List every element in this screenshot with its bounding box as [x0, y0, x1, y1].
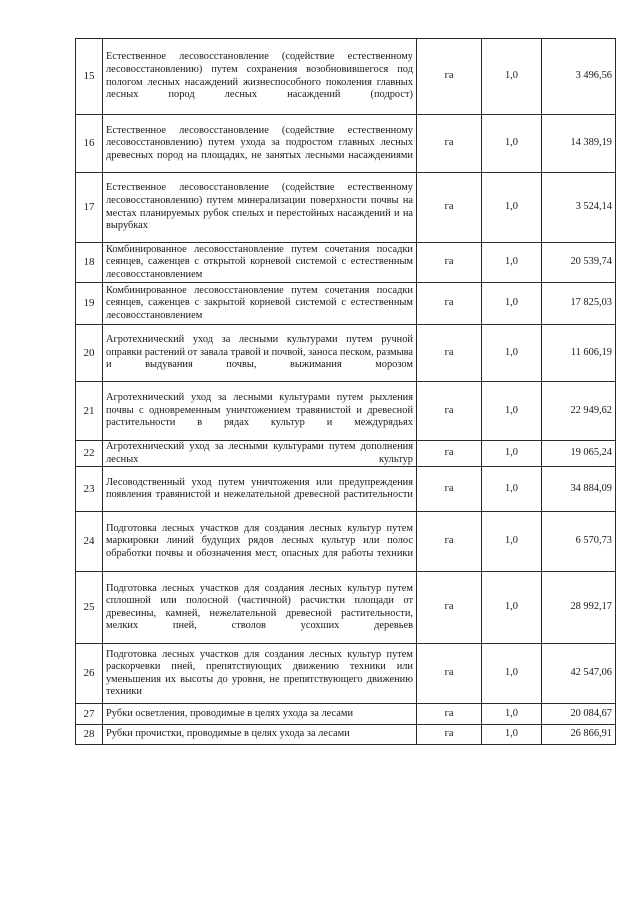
work-description: Подготовка лесных участков для создания лесных культур путем сплошной или полосной (частичной) расчистки площади от древесины, камней, нежелательной древесной растительности, мелких пней, стволов усохших деревьев	[103, 572, 417, 644]
quantity-cell: 1,0	[482, 115, 542, 173]
work-description: Комбинированное лесовосстановление путем сочетания посадки сеянцев, саженцев с открытой корневой системой с естественным лесовосстановлением	[103, 243, 417, 283]
row-number: 22	[76, 441, 103, 467]
quantity-cell: 1,0	[482, 325, 542, 382]
quantity-cell: 1,0	[482, 512, 542, 572]
unit-cell: га	[417, 441, 482, 467]
quantity-cell: 1,0	[482, 243, 542, 283]
row-number: 19	[76, 283, 103, 325]
unit-cell: га	[417, 644, 482, 704]
row-number: 23	[76, 467, 103, 512]
table-row	[76, 572, 616, 644]
quantity-cell: 1,0	[482, 441, 542, 467]
work-description: Агротехнический уход за лесными культурами путем дополнения лесных культур	[103, 441, 417, 467]
work-description: Рубки осветления, проводимые в целях ухода за лесами	[103, 704, 417, 725]
price-cell: 20 539,74	[542, 243, 616, 283]
table-row	[76, 39, 616, 115]
row-number: 21	[76, 382, 103, 441]
price-cell: 11 606,19	[542, 325, 616, 382]
table-row	[76, 382, 616, 441]
unit-cell: га	[417, 704, 482, 725]
price-cell: 3 496,56	[542, 39, 616, 115]
price-cell: 28 992,17	[542, 572, 616, 644]
unit-cell: га	[417, 512, 482, 572]
table-row	[76, 243, 616, 283]
unit-cell: га	[417, 115, 482, 173]
table-row	[76, 512, 616, 572]
work-description: Естественное лесовосстановление (содействие естественному лесовосстановлению) путем ухода за подростом главных лесных древесных пород на площадях, не занятых лесными насаждениями	[103, 115, 417, 173]
table-row	[76, 704, 616, 725]
quantity-cell: 1,0	[482, 725, 542, 745]
unit-cell: га	[417, 243, 482, 283]
price-cell: 3 524,14	[542, 173, 616, 243]
price-cell: 22 949,62	[542, 382, 616, 441]
table-row	[76, 173, 616, 243]
price-cell: 14 389,19	[542, 115, 616, 173]
unit-cell: га	[417, 467, 482, 512]
rates-table	[75, 38, 616, 745]
unit-cell: га	[417, 39, 482, 115]
row-number: 17	[76, 173, 103, 243]
price-cell: 42 547,06	[542, 644, 616, 704]
table-row	[76, 644, 616, 704]
row-number: 15	[76, 39, 103, 115]
row-number: 27	[76, 704, 103, 725]
unit-cell: га	[417, 325, 482, 382]
price-cell: 6 570,73	[542, 512, 616, 572]
price-cell: 20 084,67	[542, 704, 616, 725]
work-description: Естественное лесовосстановление (содействие естественному лесовосстановлению) путем сохранения возобновившегося под пологом лесных насаждений жизнеспособного поколения главных лесных пород лесных насаждений (подрост)	[103, 39, 417, 115]
unit-cell: га	[417, 725, 482, 745]
table-row	[76, 283, 616, 325]
quantity-cell: 1,0	[482, 173, 542, 243]
price-cell: 19 065,24	[542, 441, 616, 467]
row-number: 18	[76, 243, 103, 283]
quantity-cell: 1,0	[482, 704, 542, 725]
row-number: 25	[76, 572, 103, 644]
unit-cell: га	[417, 572, 482, 644]
work-description: Рубки прочистки, проводимые в целях ухода за лесами	[103, 725, 417, 745]
price-cell: 26 866,91	[542, 725, 616, 745]
price-cell: 34 884,09	[542, 467, 616, 512]
row-number: 24	[76, 512, 103, 572]
table-row	[76, 725, 616, 745]
quantity-cell: 1,0	[482, 644, 542, 704]
unit-cell: га	[417, 173, 482, 243]
unit-cell: га	[417, 283, 482, 325]
table-row	[76, 467, 616, 512]
row-number: 28	[76, 725, 103, 745]
row-number: 26	[76, 644, 103, 704]
work-description: Комбинированное лесовосстановление путем сочетания посадки сеянцев, саженцев с закрытой корневой системой с естественным лесовосстановлением	[103, 283, 417, 325]
price-cell: 17 825,03	[542, 283, 616, 325]
work-description: Лесоводственный уход путем уничтожения или предупреждения появления травянистой и нежелательной древесной растительности	[103, 467, 417, 512]
table-row	[76, 115, 616, 173]
quantity-cell: 1,0	[482, 382, 542, 441]
quantity-cell: 1,0	[482, 467, 542, 512]
work-description: Естественное лесовосстановление (содействие естественному лесовосстановлению) путем минерализации поверхности почвы на местах планируемых рубок спелых и перестойных насаждений и на вырубках	[103, 173, 417, 243]
row-number: 16	[76, 115, 103, 173]
quantity-cell: 1,0	[482, 572, 542, 644]
quantity-cell: 1,0	[482, 39, 542, 115]
unit-cell: га	[417, 382, 482, 441]
table-row	[76, 325, 616, 382]
work-description: Агротехнический уход за лесными культурами путем ручной оправки растений от завала травой и почвой, заноса песком, размыва и выдувания почвы, выжимания морозом	[103, 325, 417, 382]
quantity-cell: 1,0	[482, 283, 542, 325]
work-description: Подготовка лесных участков для создания лесных культур путем маркировки линий будущих рядов лесных культур или полос обработки почвы и обозначения мест, опасных для работы техники	[103, 512, 417, 572]
work-description: Агротехнический уход за лесными культурами путем рыхления почвы с одновременным уничтожением травянистой и древесной растительности в рядах культур и междурядьях	[103, 382, 417, 441]
table-row	[76, 441, 616, 467]
row-number: 20	[76, 325, 103, 382]
work-description: Подготовка лесных участков для создания лесных культур путем раскорчевки пней, препятствующих движению техники или уменьшения их высоты до уровня, не препятствующего движению техники	[103, 644, 417, 704]
